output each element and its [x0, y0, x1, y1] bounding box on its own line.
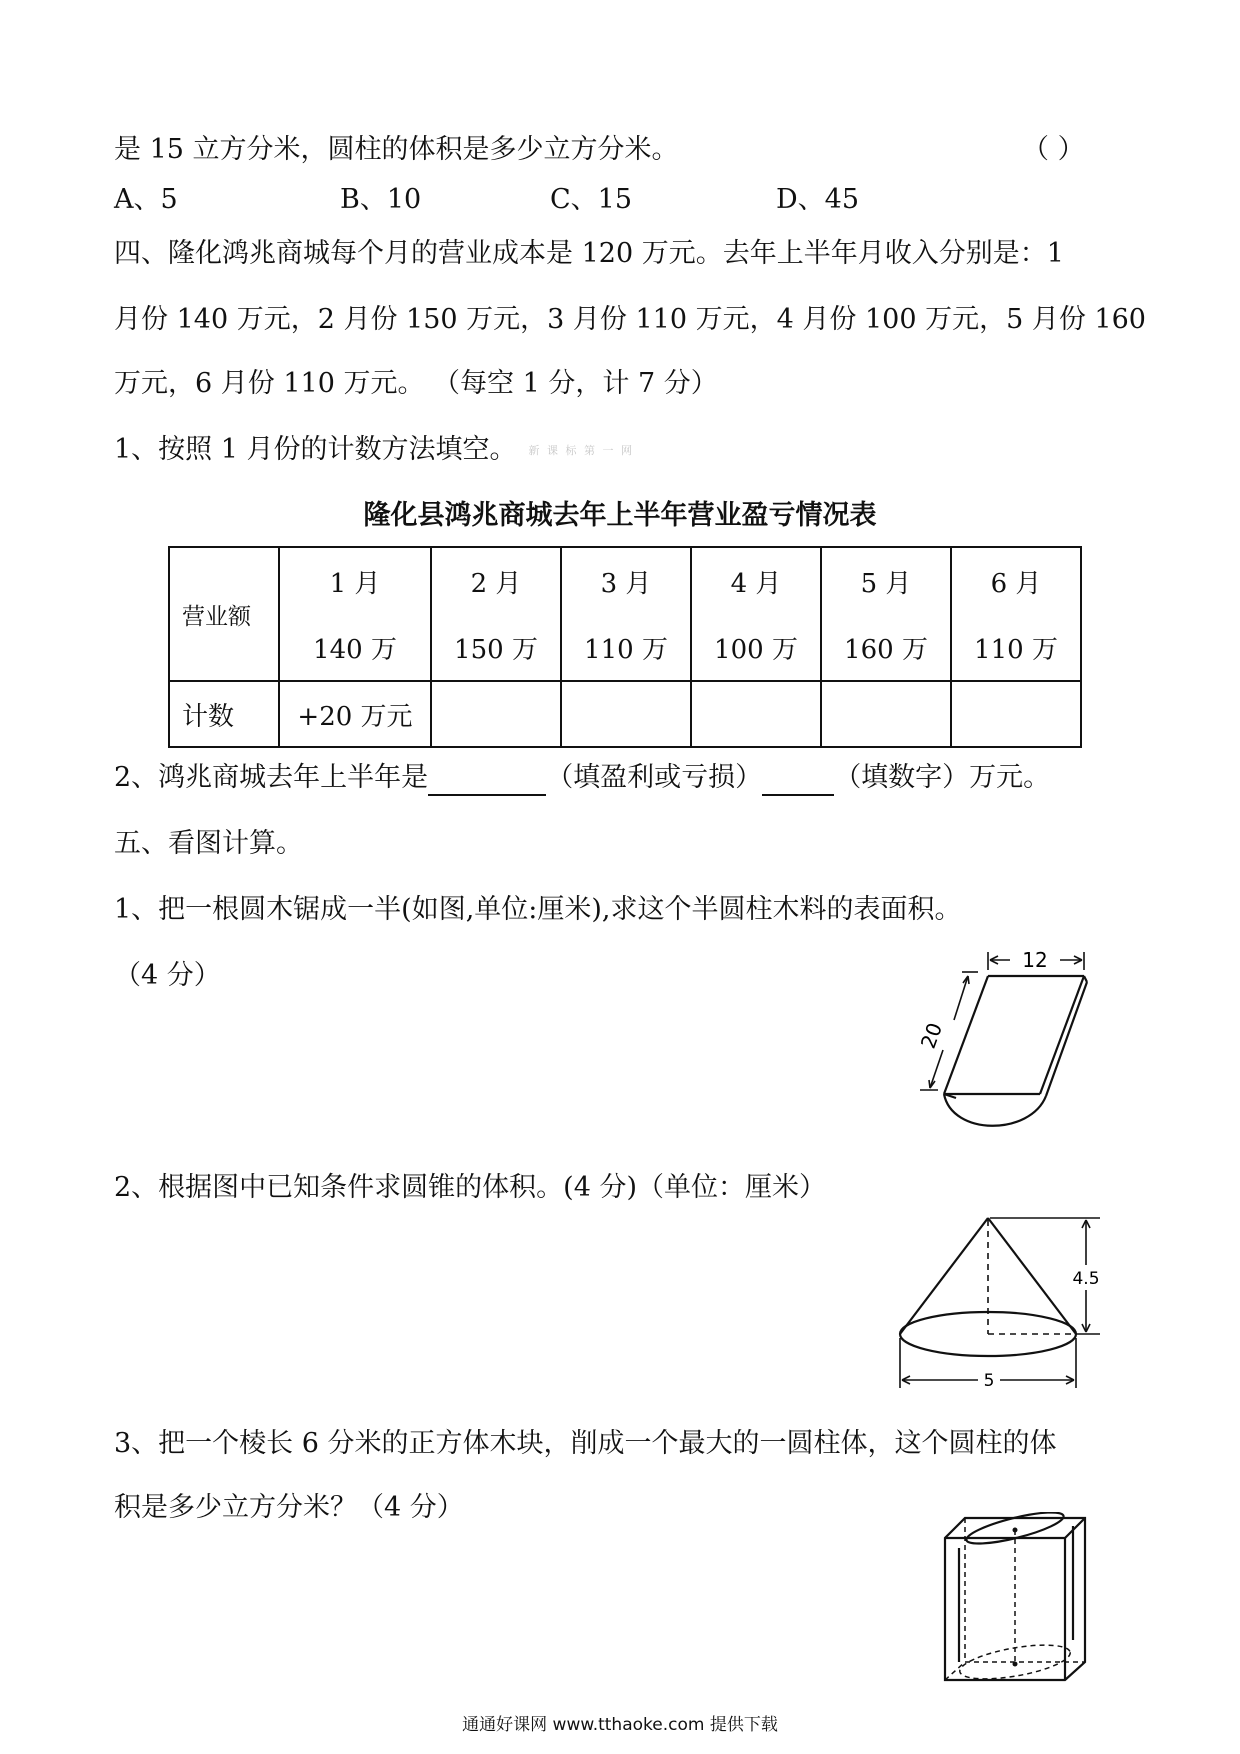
col-may: [821, 547, 951, 681]
col-amount: 160 万: [844, 634, 928, 665]
section4-q1-text: 1、按照 1 月份的计数方法填空。: [114, 434, 517, 465]
section5-q3-line1: 3、把一个棱长 6 分米的正方体木块，削成一个最大的一圆柱体，这个圆柱的体: [114, 1428, 1057, 1459]
count-cell-feb[interactable]: [431, 681, 561, 747]
q2-text-a: 2、鸿兆商城去年上半年是: [114, 762, 429, 793]
prev-question-line: 是 15 立方分米，圆柱的体积是多少立方分米。: [114, 134, 679, 165]
section5-title: 五、看图计算。: [114, 828, 303, 859]
blank-amount[interactable]: [762, 768, 834, 796]
option-a: A、5: [114, 184, 178, 215]
bottom-center-dot: [1013, 1662, 1018, 1667]
col-month: 6 月: [990, 568, 1042, 599]
section4-q1: [114, 432, 634, 469]
section4-line1: 四、隆化鸿兆商城每个月的营业成本是 120 万元。去年上半年月收入分别是：1: [114, 238, 1064, 269]
watermark-hint: 新 课 标 第 一 网: [528, 443, 635, 457]
row-header-count: 计数: [169, 681, 279, 747]
top-center-dot: [1013, 1528, 1018, 1533]
count-cell-apr[interactable]: [691, 681, 821, 747]
half-cylinder-figure: [890, 940, 1100, 1140]
section5-q3-line2: 积是多少立方分米？（4 分）: [114, 1492, 464, 1523]
width-label: 12: [1022, 948, 1048, 972]
col-amount: 150 万: [454, 634, 538, 665]
col-month: 1 月: [329, 568, 381, 599]
section4-q2: [114, 760, 1050, 796]
col-mar: [561, 547, 691, 681]
col-month: 2 月: [470, 568, 522, 599]
col-amount: 110 万: [974, 634, 1058, 665]
section5-q1: 1、把一根圆木锯成一半(如图,单位:厘米),求这个半圆柱木料的表面积。: [114, 894, 962, 925]
col-amount: 110 万: [584, 634, 668, 665]
count-cell-jan: +20 万元: [279, 681, 431, 747]
col-month: 4 月: [730, 568, 782, 599]
col-apr: [691, 547, 821, 681]
length-label: 20: [915, 1019, 948, 1052]
answer-parenthesis: （ ）: [1022, 134, 1085, 165]
col-jun: [951, 547, 1081, 681]
count-cell-may[interactable]: [821, 681, 951, 747]
section5-q2: 2、根据图中已知条件求圆锥的体积。(4 分)（单位：厘米）: [114, 1172, 827, 1203]
cylinder-in-cube-figure: [935, 1512, 1095, 1684]
height-label: 4.5: [1072, 1269, 1100, 1289]
row-header-revenue: 营业额: [169, 547, 279, 681]
col-jan: [279, 547, 431, 681]
profit-loss-table: [168, 546, 1082, 748]
option-c: C、15: [550, 184, 633, 215]
section4-line3: 万元，6 月份 110 万元。 （每空 1 分，计 7 分）: [114, 368, 718, 399]
section5-q1-score: （4 分）: [114, 960, 221, 991]
count-cell-jun[interactable]: [951, 681, 1081, 747]
q2-text-c: （填数字）万元。: [834, 762, 1051, 793]
col-amount: 100 万: [714, 634, 798, 665]
q2-text-b: （填盈利或亏损）: [546, 762, 763, 793]
page-footer: 通通好课网 www.tthaoke.com 提供下载: [462, 1715, 778, 1735]
section4-line2: 月份 140 万元，2 月份 150 万元，3 月份 110 万元，4 月份 100 万元，5 月份 160: [114, 304, 1146, 335]
cone-figure: [890, 1210, 1120, 1400]
col-feb: [431, 547, 561, 681]
option-b: B、10: [340, 184, 422, 215]
blank-profit-or-loss[interactable]: [428, 768, 546, 796]
diameter-label: 5: [983, 1371, 995, 1391]
option-d: D、45: [776, 184, 860, 215]
col-month: 3 月: [600, 568, 652, 599]
count-cell-mar[interactable]: [561, 681, 691, 747]
col-month: 5 月: [860, 568, 912, 599]
table-title: 隆化县鸿兆商城去年上半年营业盈亏情况表: [363, 500, 877, 531]
col-amount: 140 万: [313, 634, 397, 665]
